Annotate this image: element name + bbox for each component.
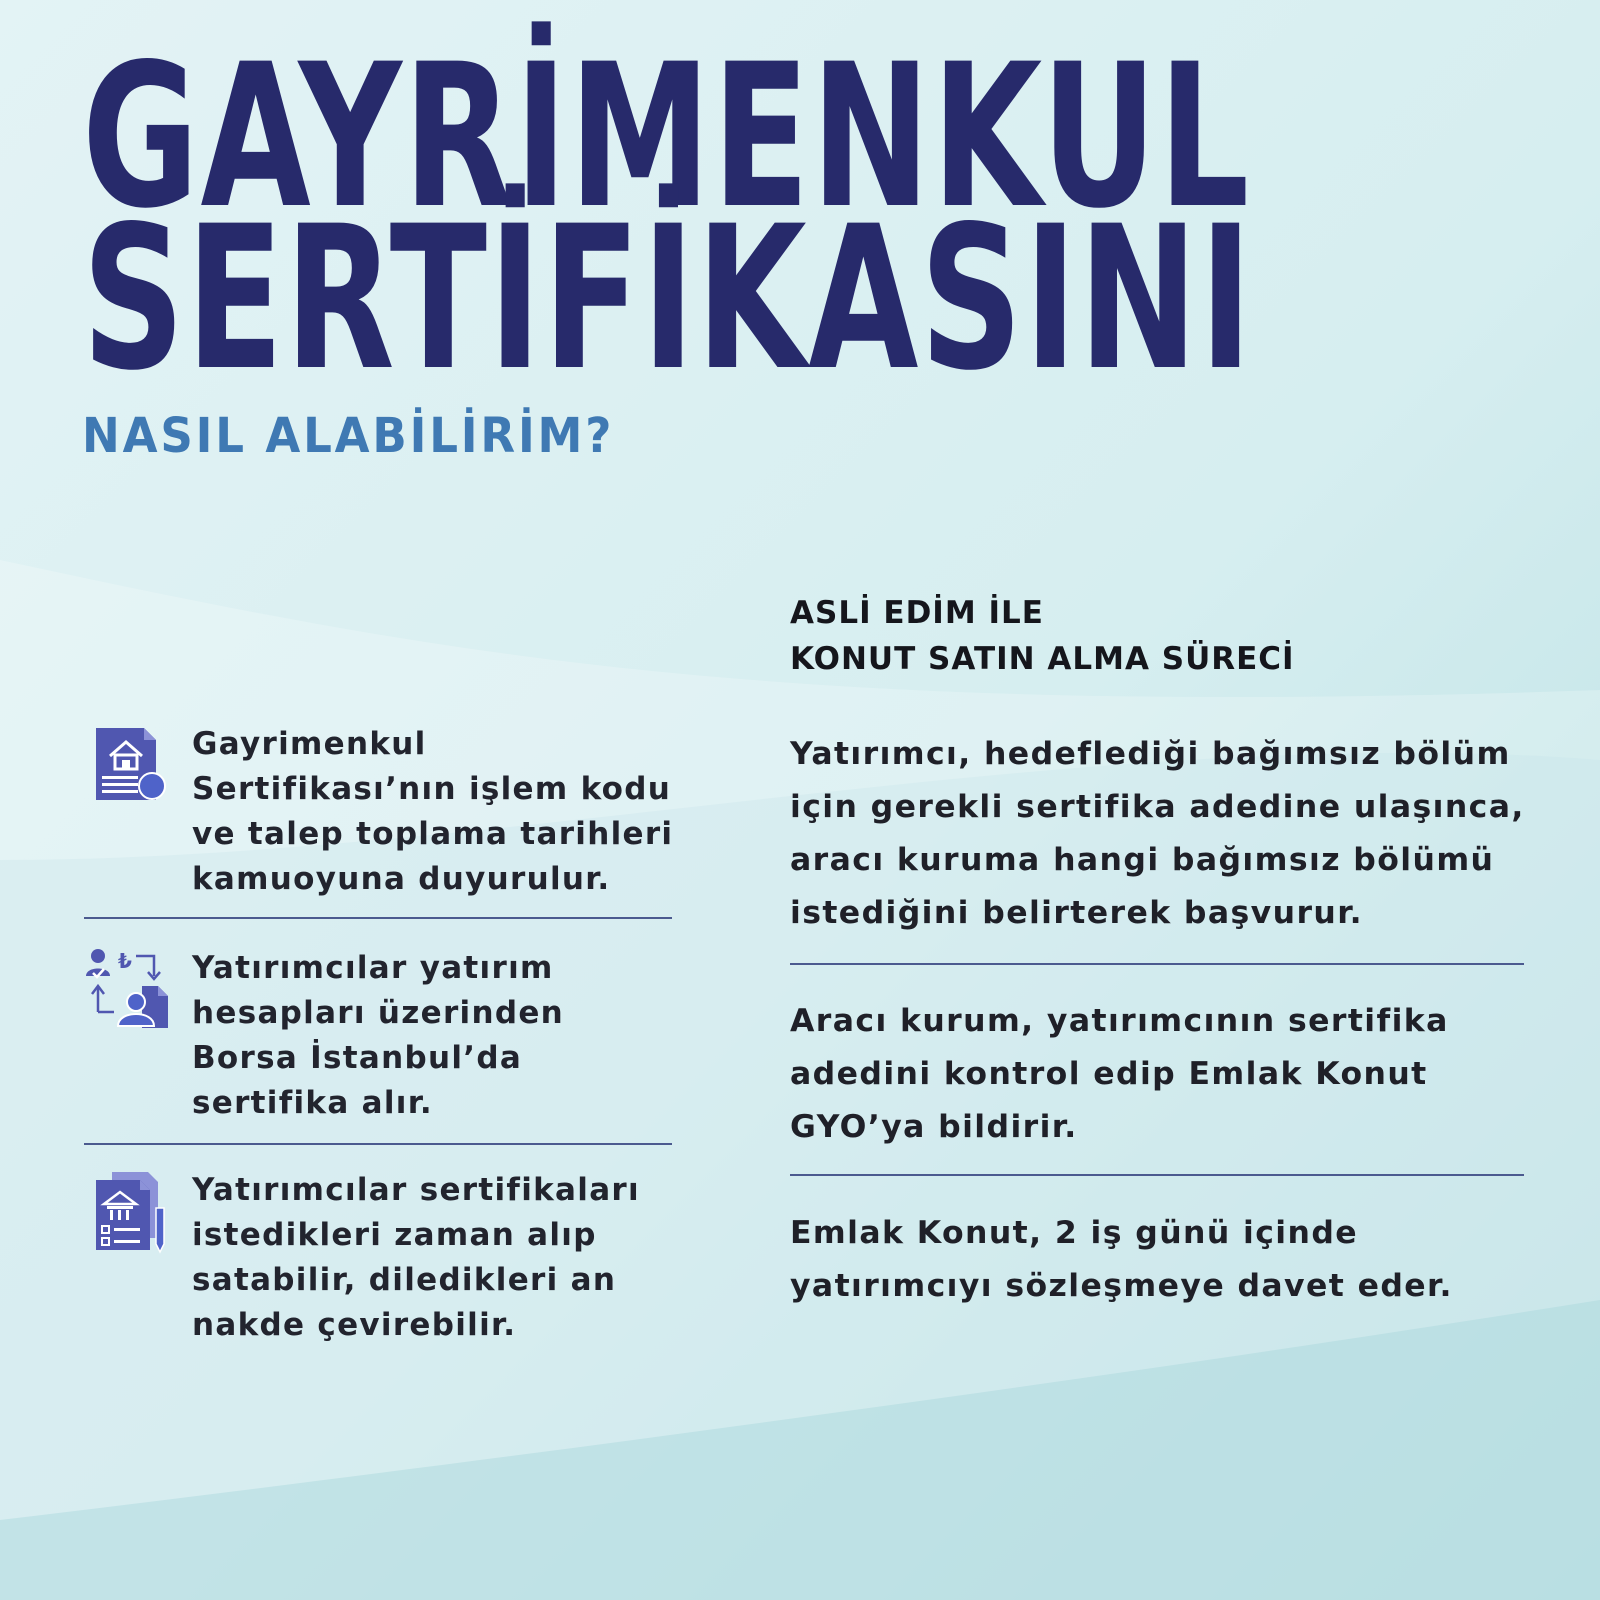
process-paragraph-2: Aracı kurum, yatırımcının sertifika adedini kontrol edip Emlak Konut GYO’ya bildirir. [790, 1003, 1449, 1145]
divider [790, 1174, 1524, 1176]
process-paragraph-3: Emlak Konut, 2 iş günü içinde yatırımcıyı sözleşmeye davet eder. [790, 1215, 1453, 1304]
title-line-1: GAYRİMENKUL [82, 21, 1251, 252]
step-1-text: Gayrimenkul Sertifikası’nın işlem kodu ve talep toplama tarihleri kamuoyuna duyurulur. [192, 726, 674, 897]
process-heading [790, 590, 1295, 682]
step-2-text: Yatırımcılar yatırım hesapları üzerinden Borsa İstanbul’da sertifika alır. [192, 950, 565, 1121]
process-heading-line-1: ASLİ EDİM İLE [790, 595, 1044, 631]
document-house-icon [84, 722, 170, 808]
step-3-text: Yatırımcılar sertifikaları istedikleri zaman alıp satabilir, diledikleri an nakde çevirebilir. [192, 1172, 640, 1343]
title-line-2: SERTİFİKASINI [82, 183, 1254, 414]
lira-exchange-users-icon [84, 946, 170, 1032]
divider [84, 1143, 672, 1145]
divider [84, 917, 672, 919]
process-paragraph-1: Yatırımcı, hedeflediği bağımsız bölüm için gerekli sertifika adedine ulaşınca, aracı kuruma hangi bağımsız bölümü istediğini belirterek başvurur. [790, 736, 1525, 931]
svg-text:₺: ₺ [118, 949, 132, 973]
subtitle: NASIL ALABİLİRİM? [82, 408, 615, 464]
divider [790, 963, 1524, 965]
checklist-building-icon [84, 1168, 170, 1254]
process-heading-line-2: KONUT SATIN ALMA SÜRECİ [790, 641, 1295, 677]
